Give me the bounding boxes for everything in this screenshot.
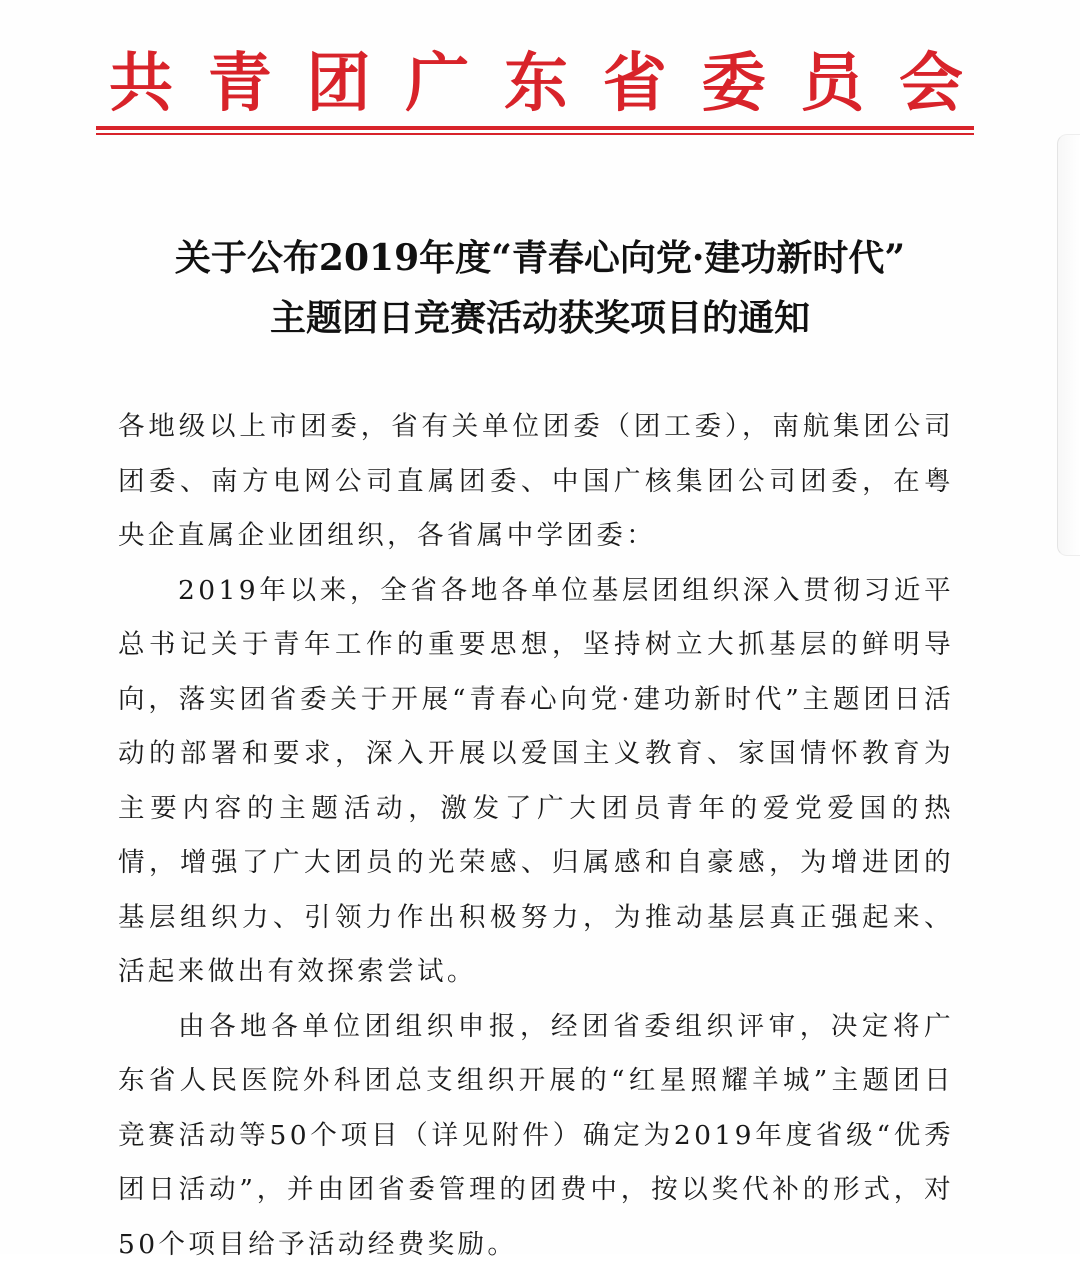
letterhead-char: 员 bbox=[789, 32, 875, 124]
document-body bbox=[118, 400, 954, 1272]
title-line-2: 主题团日竞赛活动获奖项目的通知 bbox=[60, 288, 1020, 348]
letterhead-char: 省 bbox=[592, 32, 678, 124]
letterhead-char: 会 bbox=[888, 32, 974, 124]
letterhead-char: 团 bbox=[296, 32, 382, 124]
body-paragraph-1: 2019年以来，全省各地各单位基层团组织深入贯彻习近平总书记关于青年工作的重要思想，坚持树立大抓基层的鲜明导向，落实团省委关于开展“青春心向党·建功新时代”主题团日活动的部署和要求，深入开展以爱国主义教育、家国情怀教育为主要内容的主题活动，激发了广大团员青年的爱党爱国的热情，增强了广大团员的光荣感、归属感和自豪感，为增进团的基层组织力、引领力作出积极努力，为推动基层真正强起来、活起来做出有效探索尝试。 bbox=[118, 564, 954, 1000]
letterhead-title bbox=[98, 38, 974, 118]
title-line-1: 关于公布2019年度“青春心向党·建功新时代” bbox=[60, 228, 1020, 288]
body-paragraph-2: 由各地各单位团组织申报，经团省委组织评审，决定将广东省人民医院外科团总支组织开展的“红星照耀羊城”主题团日竞赛活动等50个项目（详见附件）确定为2019年度省级“优秀团日活动”，并由团省委管理的团费中，按以奖代补的形式，对50个项目给予活动经费奖励。 bbox=[118, 1000, 954, 1272]
letterhead-rule-thick bbox=[96, 126, 974, 130]
letterhead-char: 广 bbox=[394, 32, 480, 124]
letterhead-char: 东 bbox=[493, 32, 579, 124]
document-title bbox=[60, 228, 1020, 348]
letterhead-char: 青 bbox=[197, 32, 283, 124]
letterhead-char: 共 bbox=[98, 32, 184, 124]
addressee-paragraph: 各地级以上市团委，省有关单位团委（团工委），南航集团公司团委、南方电网公司直属团委、中国广核集团公司团委，在粤央企直属企业团组织，各省属中学团委： bbox=[118, 400, 954, 564]
page-edge-shadow bbox=[1057, 134, 1080, 556]
letterhead-rule-thin bbox=[96, 133, 974, 135]
letterhead-char: 委 bbox=[691, 32, 777, 124]
